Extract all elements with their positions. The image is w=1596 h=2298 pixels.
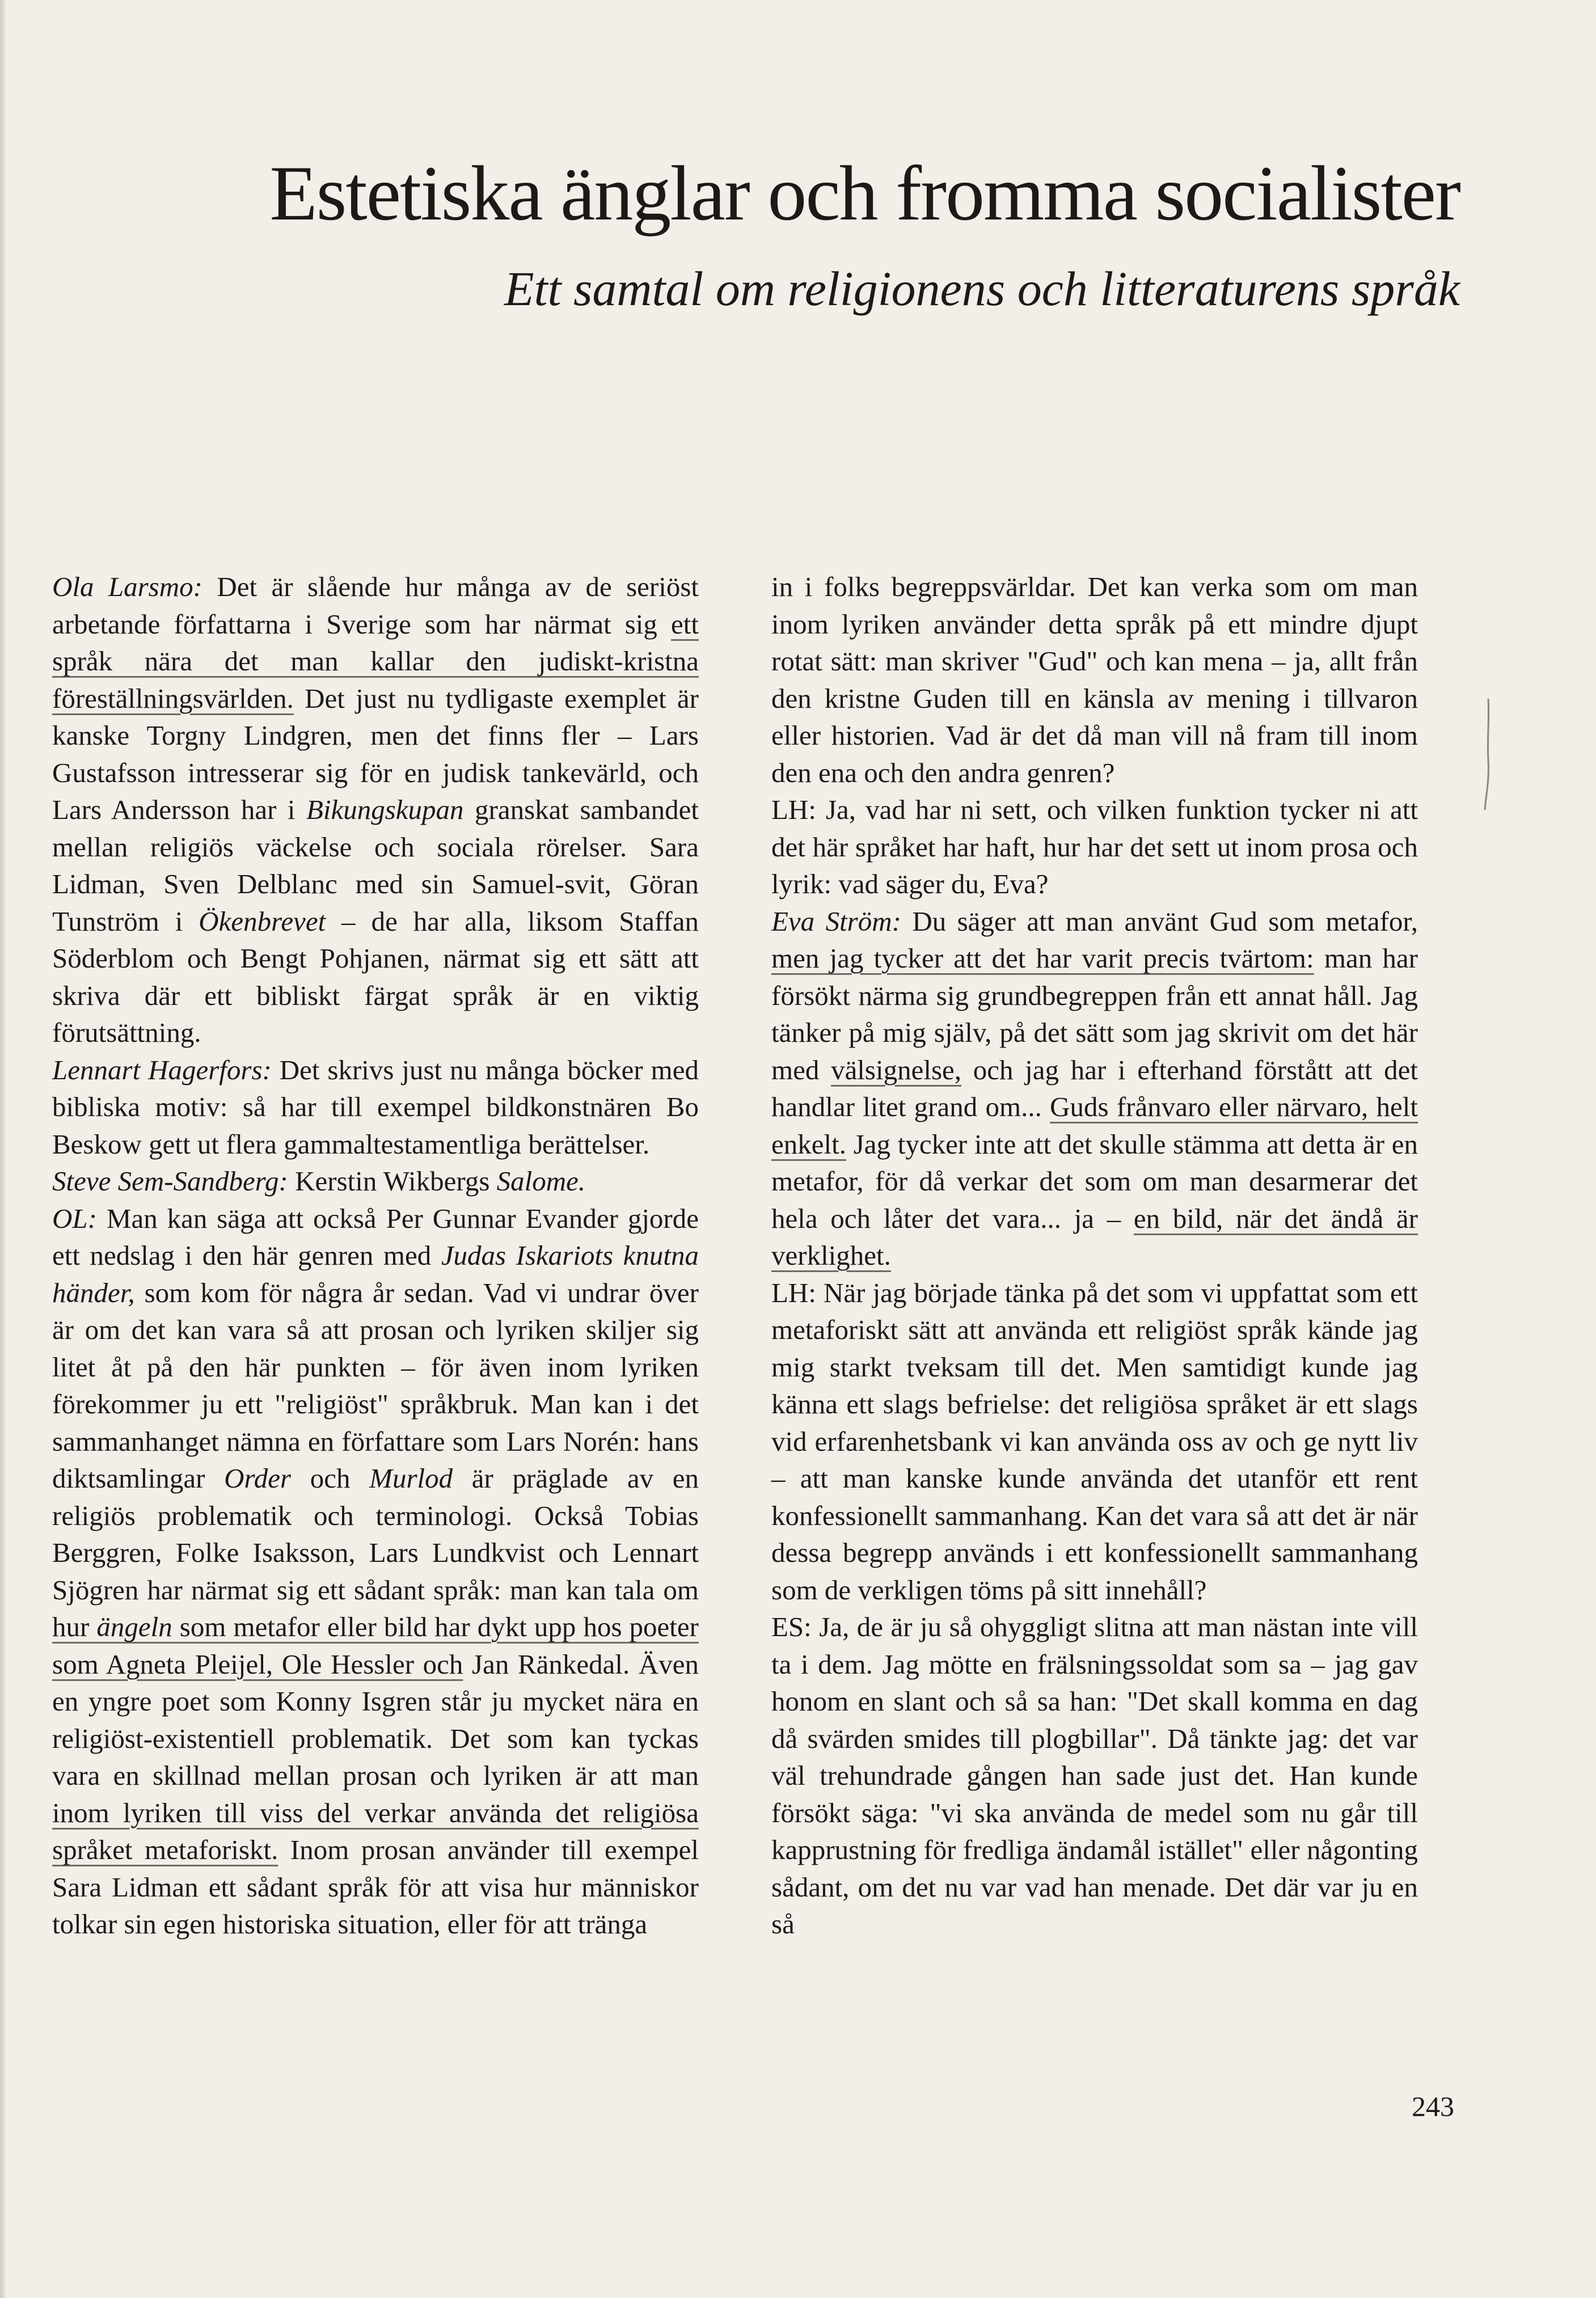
italic-title-text: Murlod: [369, 1463, 453, 1494]
body-text: och jag har i efterhand förstått att det handlar litet grand om...: [771, 1054, 1418, 1122]
speaker-name: LH:: [771, 794, 816, 825]
body-text: Det just nu tydligaste exemplet är kanske Torgny Lindgren, men det finns fler – Lars Gustafsson intresserar sig för en judisk tankevärld, och Lars Andersson har i: [52, 682, 699, 825]
article-title: Estetiska änglar och fromma socialister: [269, 150, 1460, 236]
dialogue-paragraph: [52, 1051, 699, 1163]
right-column: [771, 568, 1418, 1943]
page-edge: [0, 0, 6, 2298]
body-text: är präglade av en religiös problematik och terminologi. Också Tobias Berggren, Folke Isaksson, Lars Lundkvist och Lennart Sjögren har närmat sig ett sådant språk: man kan tala om: [52, 1463, 699, 1606]
dialogue-paragraph: [771, 903, 1418, 1274]
body-text: Ja, vad har ni sett, och vilken funktion tycker ni att det här språket har haft, hur har det sett ut inom prosa och lyrik: vad säger du, Eva?: [771, 794, 1418, 899]
dialogue-paragraph: [52, 568, 699, 1051]
body-text: Det skrivs just nu många böcker med bibliska motiv: så har till exempel bildkonstnären Bo Beskow gett ut flera gammaltestamentliga berättelser.: [52, 1054, 699, 1160]
margin-pencil-mark: [1481, 698, 1493, 811]
dialogue-paragraph: [771, 1608, 1418, 1943]
speaker-name: OL:: [52, 1202, 97, 1234]
speaker-name: Ola Larsmo:: [52, 571, 202, 602]
body-text: Jan Ränkedal. Även en yngre poet som Konny Isgren står ju mycket nära en religiöst-existentiell problematik. Det som kan tyckas vara en skillnad mellan prosan och lyriken är att man: [52, 1648, 699, 1791]
dialogue-paragraph: [52, 1200, 699, 1943]
dialogue-paragraph: [771, 1274, 1418, 1609]
pencil-underlined-text: välsignelse,: [831, 1054, 962, 1085]
body-text: man har försökt närma sig grundbegreppen från ett annat håll. Jag tänker på mig själv, på det sätt som jag skrivit om det här med: [771, 943, 1418, 1085]
dialogue-paragraph: [771, 568, 1418, 791]
italic-title-text: Ökenbrevet: [199, 905, 326, 937]
pencil-underlined-text: hur: [52, 1611, 97, 1642]
body-text: och: [291, 1463, 370, 1494]
body-text: Du säger att man använt Gud som metafor,: [901, 905, 1418, 937]
left-column: [52, 568, 699, 1943]
body-text: Jag tycker inte att det skulle stämma att detta är en metafor, för då verkar det som om man desarmerar det hela och låter det vara... ja –: [771, 1128, 1418, 1234]
body-text: – de har alla, liksom Staffan Söderblom och Bengt Pohjanen, närmat sig ett sätt att skriva där ett bibliskt färgat språk är en viktig förutsättning.: [52, 905, 699, 1048]
italic-title-text: Salome.: [496, 1165, 586, 1197]
pencil-underlined-text: en bild, när det ändå är verklighet.: [771, 1202, 1418, 1271]
body-text: in i folks begreppsvärldar. Det kan verka som om man inom lyriken använder detta språk på ett mindre djupt rotat sätt: man skriver "Gud" och kan mena – ja, allt från den kristne Guden till en känsla av mening i tillvaron eller historien. Vad är det då man vill nå fram till inom den ena och den andra genren?: [771, 571, 1418, 788]
dialogue-paragraph: [771, 791, 1418, 903]
body-text: Man kan säga att också Per Gunnar Evander gjorde ett nedslag i den här genren med: [52, 1202, 699, 1271]
body-text: Inom prosan använder till exempel Sara Lidman ett sådant språk för att visa hur människor tolkar sin egen historiska situation, eller för att tränga: [52, 1834, 699, 1940]
speaker-name: Steve Sem-Sandberg:: [52, 1165, 288, 1197]
speaker-name: Eva Ström:: [771, 905, 901, 937]
pencil-underlined-text: men jag tycker att det har varit precis tvärtom:: [771, 943, 1314, 974]
article-subtitle: Ett samtal om religionens och litteraturens språk: [504, 261, 1460, 316]
body-text: När jag började tänka på det som vi uppfattat som ett metaforiskt sätt att använda ett religiöst språk kände jag mig starkt tveksam till det. Men samtidigt kunde jag känna ett slags befrielse: det religiösa språket är ett slags vid erfarenhetsbank vi kan använda oss av och ge nytt liv – att man kanske kunde använda det utanför ett rent konfessionellt sammanhang. Kan det vara så att det är när dessa begrepp används i ett konfessionellt sammanhang som de verkligen töms på sitt innehåll?: [771, 1277, 1418, 1606]
pencil-underlined-text: Guds frånvaro eller närvaro, helt enkelt.: [771, 1091, 1418, 1160]
dialogue-paragraph: [52, 1163, 699, 1200]
speaker-name: Lennart Hagerfors:: [52, 1054, 272, 1085]
body-text: Ja, de är ju så ohyggligt slitna att man nästan inte vill ta i dem. Jag mötte en frälsningssoldat som sa – jag gav honom en slant och så sa han: "Det skall komma en dag då svärden smides till plogbillar". Då tänkte jag: det var väl trehundrade gången han sade just det. Han kunde försökt säga: "vi ska använda de medel som nu går till kapprustning för fredliga ändamål istället" eller någonting sådant, om det nu var vad han menade. Det där var ju en så: [771, 1611, 1418, 1940]
body-text: granskat sambandet mellan religiös väckelse och sociala rörelser. Sara Lidman, Sven Delblanc med sin Samuel-svit, Göran Tunström i: [52, 794, 699, 937]
pencil-underlined-text: inom lyriken till viss del verkar använda det religiösa språket metaforiskt.: [52, 1797, 699, 1865]
speaker-name: LH:: [771, 1277, 816, 1308]
pencil-underlined-text: ett språk nära det man kallar den judiskt-kristna föreställningsvärlden.: [52, 608, 699, 714]
speaker-name: ES:: [771, 1611, 812, 1642]
italic-title-text: Judas Iskariots knutna händer,: [52, 1240, 699, 1308]
pencil-underlined-text: ängeln: [96, 1611, 172, 1642]
page-number: 243: [1412, 2090, 1454, 2122]
italic-title-text: Bikungskupan: [306, 794, 464, 825]
pencil-underlined-text: som metafor eller bild har dykt upp hos poeter som Agneta Pleijel, Ole Hessler och: [52, 1611, 699, 1680]
body-text: som kom för några år sedan. Vad vi undrar över är om det kan vara så att prosan och lyriken skiljer sig litet åt på den här punkten – för även inom lyriken förekommer ju ett "religiöst" språkbruk. Man kan i det sammanhanget nämna en författare som Lars Norén: hans diktsamlingar: [52, 1277, 699, 1494]
body-text: Det är slående hur många av de seriöst arbetande författarna i Sverige som har närmat sig: [52, 571, 699, 640]
body-text: Kerstin Wikbergs: [288, 1165, 497, 1197]
italic-title-text: Order: [224, 1463, 292, 1494]
